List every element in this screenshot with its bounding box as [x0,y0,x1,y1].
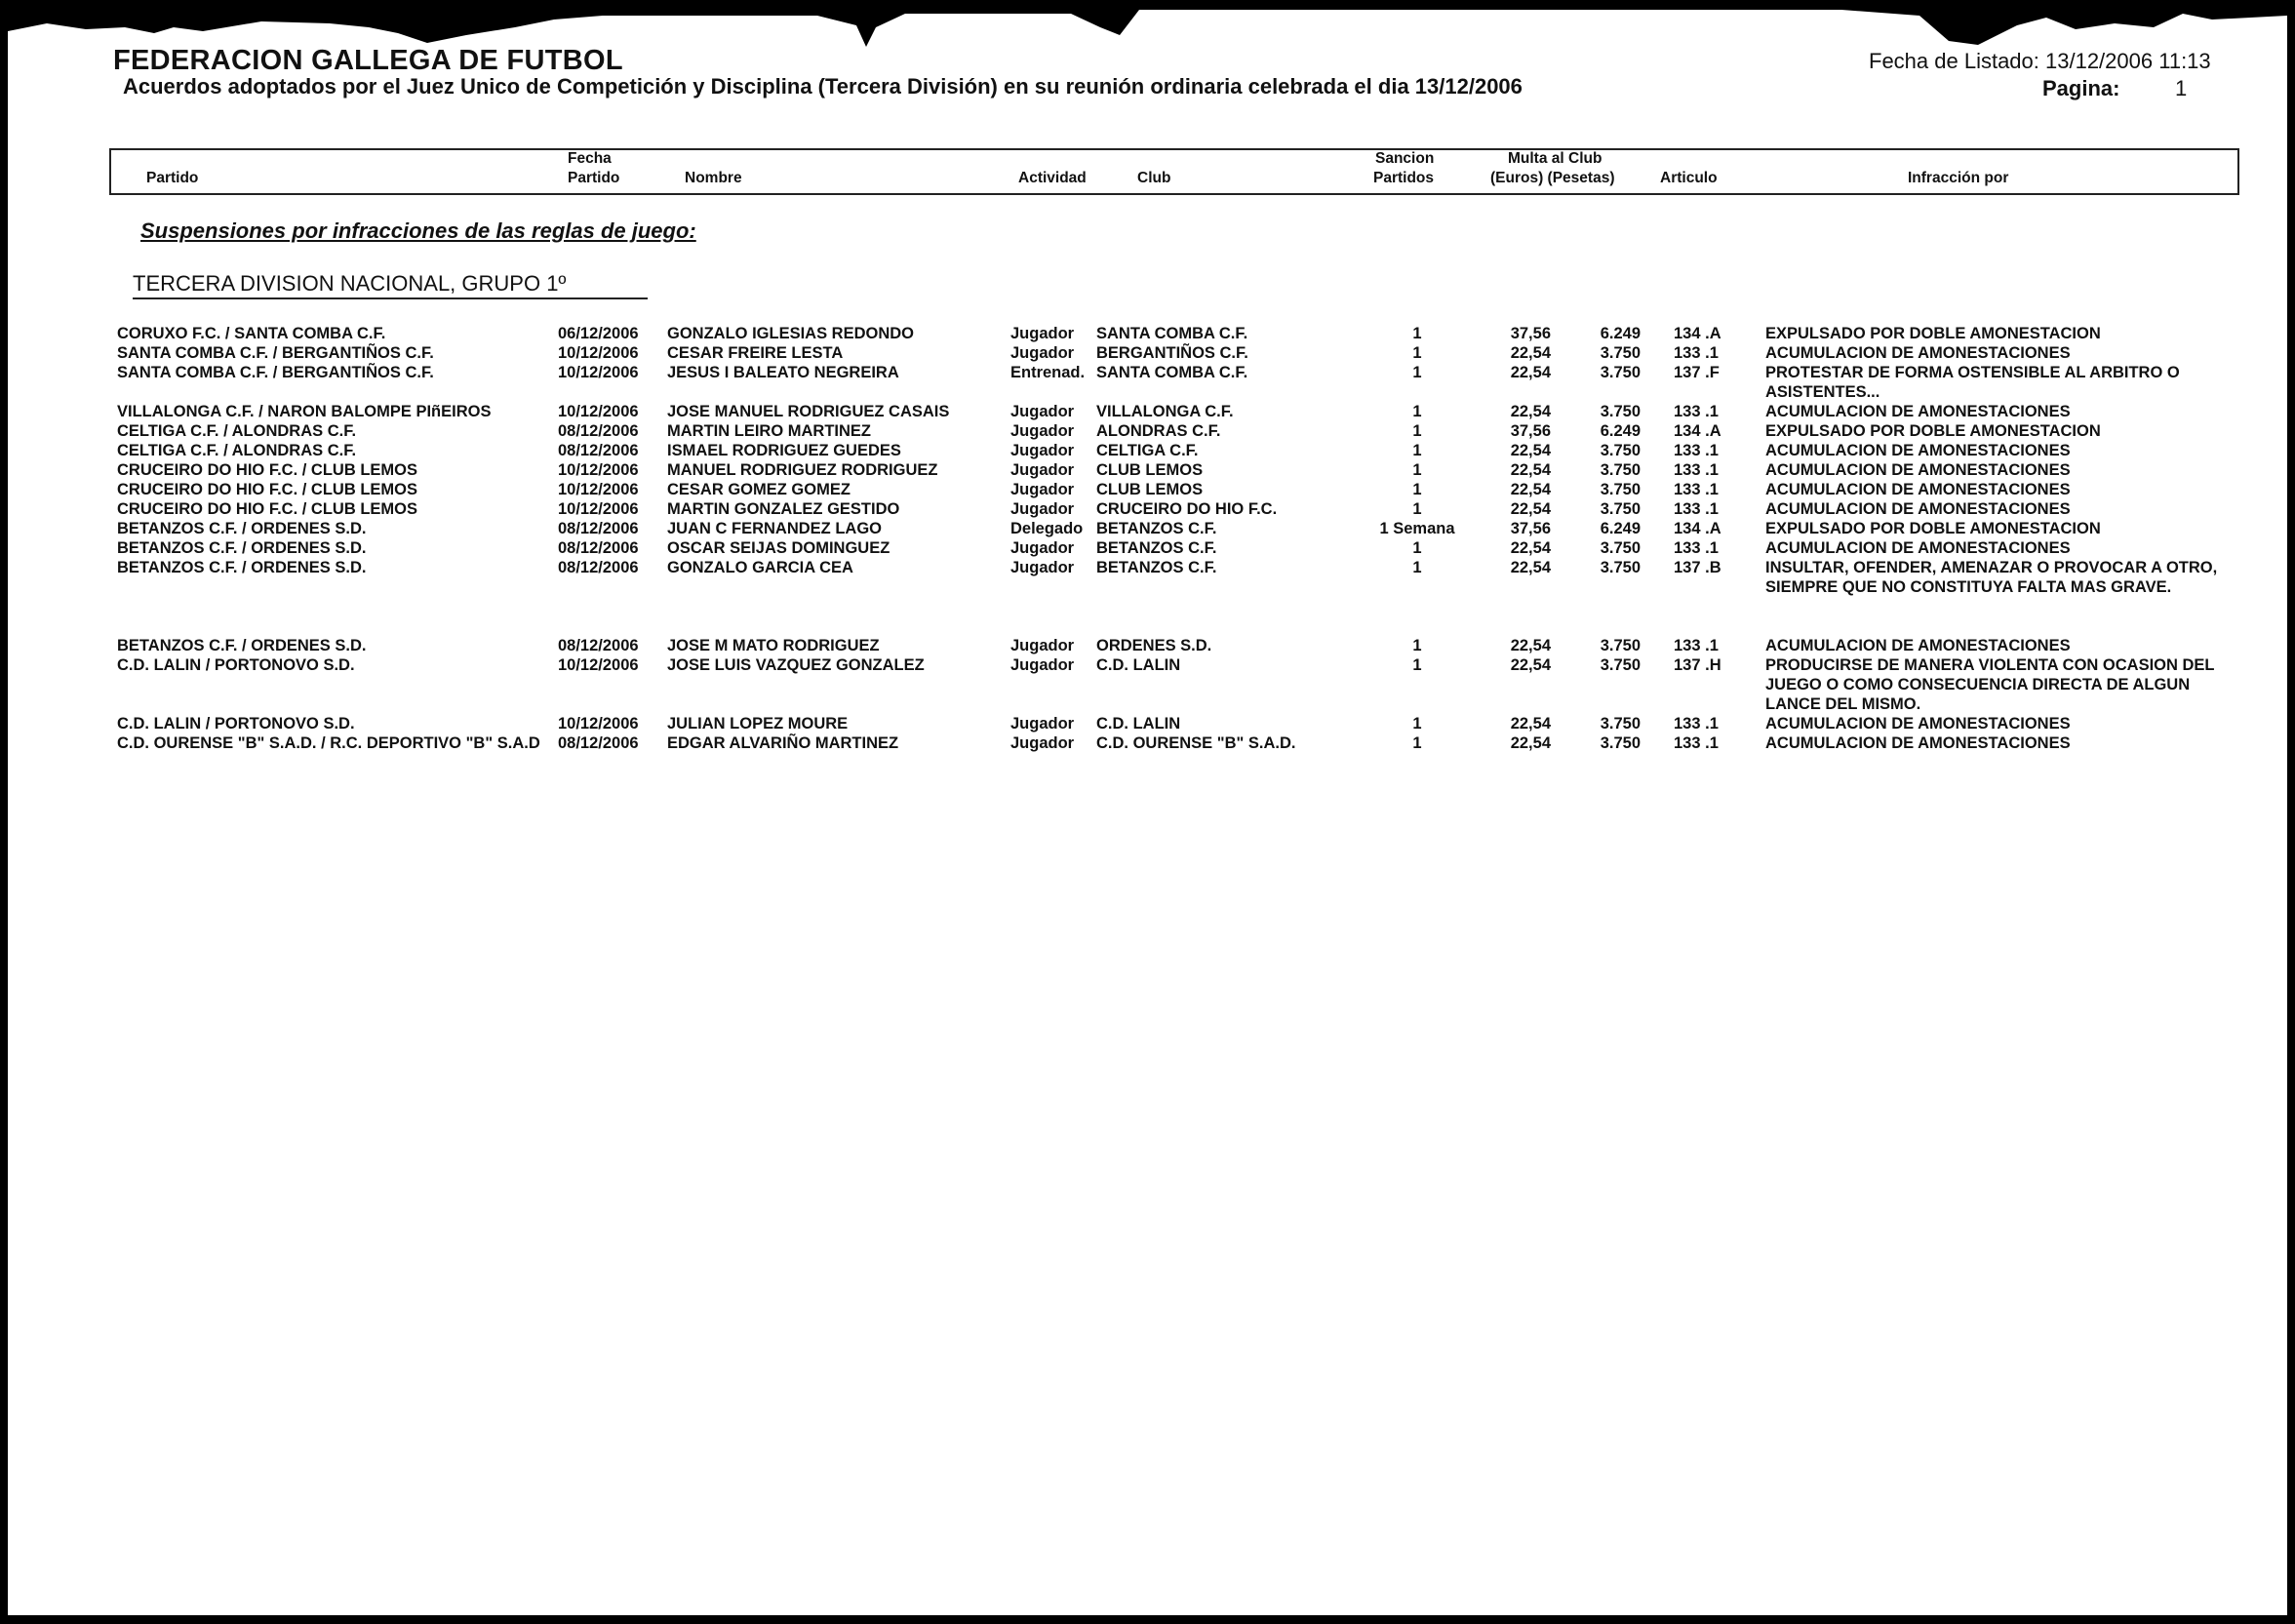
cell-sancion: 1 [1412,403,1422,420]
cell-euros: 22,54 [1510,539,1551,557]
col-partido: Partido [146,170,199,186]
cell-infraccion: ACUMULACION DE AMONESTACIONES [1765,539,2071,557]
listing-date: Fecha de Listado: 13/12/2006 11:13 [1869,49,2211,73]
cell-euros: 22,54 [1510,481,1551,498]
cell-pesetas: 3.750 [1600,481,1641,498]
cell-pesetas: 3.750 [1600,364,1641,381]
cell-club: SANTA COMBA C.F. [1096,325,1248,342]
cell-club: CELTIGA C.F. [1096,442,1199,459]
cell-fecha: 08/12/2006 [558,422,639,440]
section-title: Suspensiones por infracciones de las reglas de juego: [140,218,696,243]
cell-articulo: 133 .1 [1674,637,1719,654]
col-sancion-line1: Sancion [1375,150,1435,167]
cell-euros: 22,54 [1510,637,1551,654]
cell-partido: CRUCEIRO DO HIO F.C. / CLUB LEMOS [117,461,418,479]
cell-articulo: 133 .1 [1674,442,1719,459]
page-label: Pagina: [2042,76,2120,100]
cell-pesetas: 3.750 [1600,715,1641,733]
cell-actividad: Jugador [1010,637,1075,654]
cell-infraccion: ACUMULACION DE AMONESTACIONES [1765,500,2071,518]
cell-fecha: 10/12/2006 [558,656,639,674]
cell-articulo: 133 .1 [1674,715,1719,733]
cell-actividad: Jugador [1010,500,1075,518]
cell-actividad: Jugador [1010,422,1075,440]
cell-infraccion: ACUMULACION DE AMONESTACIONES [1765,442,2071,459]
cell-partido: CRUCEIRO DO HIO F.C. / CLUB LEMOS [117,500,418,518]
cell-partido: BETANZOS C.F. / ORDENES S.D. [117,539,367,557]
cell-infraccion: EXPULSADO POR DOBLE AMONESTACION [1765,325,2101,342]
cell-fecha: 06/12/2006 [558,325,639,342]
cell-club: C.D. LALIN [1096,715,1181,733]
cell-actividad: Jugador [1010,539,1075,557]
document-page [8,6,2287,1615]
cell-nombre: JULIAN LOPEZ MOURE [667,715,849,733]
cell-club: ALONDRAS C.F. [1096,422,1221,440]
cell-partido: SANTA COMBA C.F. / BERGANTIÑOS C.F. [117,344,434,362]
cell-pesetas: 3.750 [1600,559,1641,576]
cell-articulo: 137 .F [1674,364,1720,381]
col-club: Club [1137,170,1171,186]
cell-nombre: JOSE LUIS VAZQUEZ GONZALEZ [667,656,925,674]
cell-articulo: 134 .A [1674,422,1721,440]
cell-sancion: 1 [1412,461,1422,479]
cell-infraccion: ACUMULACION DE AMONESTACIONES [1765,344,2071,362]
cell-pesetas: 3.750 [1600,461,1641,479]
cell-nombre: MARTIN GONZALEZ GESTIDO [667,500,900,518]
cell-fecha: 08/12/2006 [558,442,639,459]
cell-nombre: JOSE M MATO RODRIGUEZ [667,637,880,654]
cell-articulo: 133 .1 [1674,539,1719,557]
cell-articulo: 133 .1 [1674,734,1719,752]
cell-fecha: 08/12/2006 [558,559,639,576]
cell-articulo: 134 .A [1674,520,1721,537]
cell-partido: VILLALONGA C.F. / NARON BALOMPE PIñEIROS [117,403,492,420]
cell-actividad: Jugador [1010,403,1075,420]
cell-pesetas: 3.750 [1600,500,1641,518]
cell-euros: 22,54 [1510,656,1551,674]
cell-euros: 22,54 [1510,559,1551,576]
cell-nombre: GONZALO GARCIA CEA [667,559,853,576]
page-number: 1 [2175,76,2188,100]
page-title: FEDERACION GALLEGA DE FUTBOL [113,45,623,76]
cell-euros: 22,54 [1510,364,1551,381]
cell-club: CLUB LEMOS [1096,461,1204,479]
cell-fecha: 10/12/2006 [558,500,639,518]
cell-partido: C.D. LALIN / PORTONOVO S.D. [117,656,355,674]
cell-fecha: 08/12/2006 [558,734,639,752]
cell-sancion: 1 [1412,734,1422,752]
cell-pesetas: 3.750 [1600,403,1641,420]
cell-sancion: 1 [1412,559,1422,576]
cell-actividad: Entrenad. [1010,364,1086,381]
cell-nombre: JUAN C FERNANDEZ LAGO [667,520,883,537]
cell-sancion: 1 [1412,344,1422,362]
cell-articulo: 137 .B [1674,559,1721,576]
cell-club: VILLALONGA C.F. [1096,403,1234,420]
cell-pesetas: 3.750 [1600,637,1641,654]
col-infraccion: Infracción por [1908,170,2009,186]
cell-articulo: 133 .1 [1674,481,1719,498]
cell-sancion: 1 Semana [1379,520,1455,537]
cell-sancion: 1 [1412,715,1422,733]
col-articulo: Articulo [1660,170,1718,186]
cell-fecha: 10/12/2006 [558,403,639,420]
cell-fecha: 08/12/2006 [558,520,639,537]
cell-pesetas: 3.750 [1600,344,1641,362]
cell-infraccion: ACUMULACION DE AMONESTACIONES [1765,461,2071,479]
cell-infraccion: ACUMULACION DE AMONESTACIONES [1765,715,2071,733]
cell-club: SANTA COMBA C.F. [1096,364,1248,381]
cell-fecha: 10/12/2006 [558,715,639,733]
col-nombre: Nombre [685,170,742,186]
col-sancion-line2: Partidos [1373,170,1435,186]
cell-sancion: 1 [1412,364,1422,381]
cell-articulo: 134 .A [1674,325,1721,342]
col-fecha-line1: Fecha [568,150,612,167]
cell-nombre: EDGAR ALVARIÑO MARTINEZ [667,734,899,752]
group-underline [133,297,648,299]
cell-club: C.D. OURENSE "B" S.A.D. [1096,734,1296,752]
cell-actividad: Jugador [1010,481,1075,498]
cell-actividad: Jugador [1010,656,1075,674]
cell-club: ORDENES S.D. [1096,637,1212,654]
cell-infraccion: ACUMULACION DE AMONESTACIONES [1765,734,2071,752]
cell-club: CLUB LEMOS [1096,481,1204,498]
cell-actividad: Jugador [1010,442,1075,459]
cell-club: CRUCEIRO DO HIO F.C. [1096,500,1278,518]
cell-articulo: 133 .1 [1674,461,1719,479]
cell-sancion: 1 [1412,442,1422,459]
cell-nombre: ISMAEL RODRIGUEZ GUEDES [667,442,901,459]
cell-nombre: JOSE MANUEL RODRIGUEZ CASAIS [667,403,950,420]
cell-articulo: 133 .1 [1674,344,1719,362]
cell-actividad: Jugador [1010,325,1075,342]
cell-nombre: CESAR GOMEZ GOMEZ [667,481,851,498]
cell-partido: C.D. LALIN / PORTONOVO S.D. [117,715,355,733]
cell-fecha: 10/12/2006 [558,481,639,498]
cell-partido: C.D. OURENSE "B" S.A.D. / R.C. DEPORTIVO "B" S.A.D [117,734,540,752]
cell-sancion: 1 [1412,539,1422,557]
col-multa-line1: Multa al Club [1508,150,1603,167]
cell-euros: 22,54 [1510,344,1551,362]
cell-fecha: 08/12/2006 [558,637,639,654]
cell-infraccion: EXPULSADO POR DOBLE AMONESTACION [1765,422,2101,440]
cell-pesetas: 3.750 [1600,656,1641,674]
cell-infraccion: ACUMULACION DE AMONESTACIONES [1765,481,2071,498]
cell-infraccion: INSULTAR, OFENDER, AMENAZAR O PROVOCAR A OTRO, SIEMPRE QUE NO CONSTITUYA FALTA MAS GRAVE. [1765,559,2218,596]
cell-actividad: Jugador [1010,715,1075,733]
col-fecha-line2: Partido [568,170,620,186]
group-title: TERCERA DIVISION NACIONAL, GRUPO 1º [133,271,567,296]
cell-nombre: OSCAR SEIJAS DOMINGUEZ [667,539,890,557]
cell-euros: 22,54 [1510,442,1551,459]
cell-sancion: 1 [1412,481,1422,498]
cell-pesetas: 6.249 [1600,422,1641,440]
cell-partido: BETANZOS C.F. / ORDENES S.D. [117,637,367,654]
cell-fecha: 10/12/2006 [558,461,639,479]
cell-nombre: JESUS I BALEATO NEGREIRA [667,364,899,381]
cell-fecha: 10/12/2006 [558,344,639,362]
cell-sancion: 1 [1412,422,1422,440]
cell-actividad: Jugador [1010,559,1075,576]
cell-infraccion: PROTESTAR DE FORMA OSTENSIBLE AL ARBITRO O ASISTENTES... [1765,364,2180,401]
cell-sancion: 1 [1412,500,1422,518]
cell-pesetas: 3.750 [1600,539,1641,557]
cell-partido: CELTIGA C.F. / ALONDRAS C.F. [117,442,357,459]
cell-pesetas: 3.750 [1600,734,1641,752]
cell-partido: CRUCEIRO DO HIO F.C. / CLUB LEMOS [117,481,418,498]
cell-euros: 22,54 [1510,715,1551,733]
col-multa-line2: (Euros) (Pesetas) [1490,170,1615,186]
cell-nombre: GONZALO IGLESIAS REDONDO [667,325,915,342]
cell-euros: 37,56 [1510,422,1551,440]
cell-infraccion: EXPULSADO POR DOBLE AMONESTACION [1765,520,2101,537]
cell-euros: 22,54 [1510,500,1551,518]
cell-actividad: Jugador [1010,461,1075,479]
cell-club: C.D. LALIN [1096,656,1181,674]
cell-pesetas: 6.249 [1600,520,1641,537]
cell-euros: 37,56 [1510,325,1551,342]
cell-club: BETANZOS C.F. [1096,520,1217,537]
cell-sancion: 1 [1412,637,1422,654]
cell-club: BETANZOS C.F. [1096,539,1217,557]
cell-articulo: 133 .1 [1674,403,1719,420]
cell-nombre: CESAR FREIRE LESTA [667,344,844,362]
cell-fecha: 08/12/2006 [558,539,639,557]
cell-pesetas: 6.249 [1600,325,1641,342]
page-subtitle: Acuerdos adoptados por el Juez Unico de Competición y Disciplina (Tercera División) en su reunión ordinaria celebrada el dia 13/12/2006 [123,74,1523,99]
cell-partido: CELTIGA C.F. / ALONDRAS C.F. [117,422,357,440]
cell-euros: 22,54 [1510,461,1551,479]
cell-nombre: MARTIN LEIRO MARTINEZ [667,422,871,440]
cell-articulo: 133 .1 [1674,500,1719,518]
cell-euros: 37,56 [1510,520,1551,537]
cell-partido: SANTA COMBA C.F. / BERGANTIÑOS C.F. [117,364,434,381]
cell-partido: BETANZOS C.F. / ORDENES S.D. [117,520,367,537]
cell-nombre: MANUEL RODRIGUEZ RODRIGUEZ [667,461,938,479]
col-actividad: Actividad [1018,170,1087,186]
cell-sancion: 1 [1412,325,1422,342]
cell-actividad: Jugador [1010,344,1075,362]
cell-club: BERGANTIÑOS C.F. [1096,344,1248,362]
cell-articulo: 137 .H [1674,656,1721,674]
cell-club: BETANZOS C.F. [1096,559,1217,576]
cell-pesetas: 3.750 [1600,442,1641,459]
cell-actividad: Jugador [1010,734,1075,752]
cell-fecha: 10/12/2006 [558,364,639,381]
cell-infraccion: ACUMULACION DE AMONESTACIONES [1765,403,2071,420]
cell-actividad: Delegado [1010,520,1084,537]
cell-euros: 22,54 [1510,403,1551,420]
cell-infraccion: PRODUCIRSE DE MANERA VIOLENTA CON OCASION DEL JUEGO O COMO CONSECUENCIA DIRECTA DE ALGUN LANCE DEL MISMO. [1765,656,2215,713]
cell-partido: CORUXO F.C. / SANTA COMBA C.F. [117,325,386,342]
cell-euros: 22,54 [1510,734,1551,752]
cell-sancion: 1 [1412,656,1422,674]
cell-partido: BETANZOS C.F. / ORDENES S.D. [117,559,367,576]
cell-infraccion: ACUMULACION DE AMONESTACIONES [1765,637,2071,654]
